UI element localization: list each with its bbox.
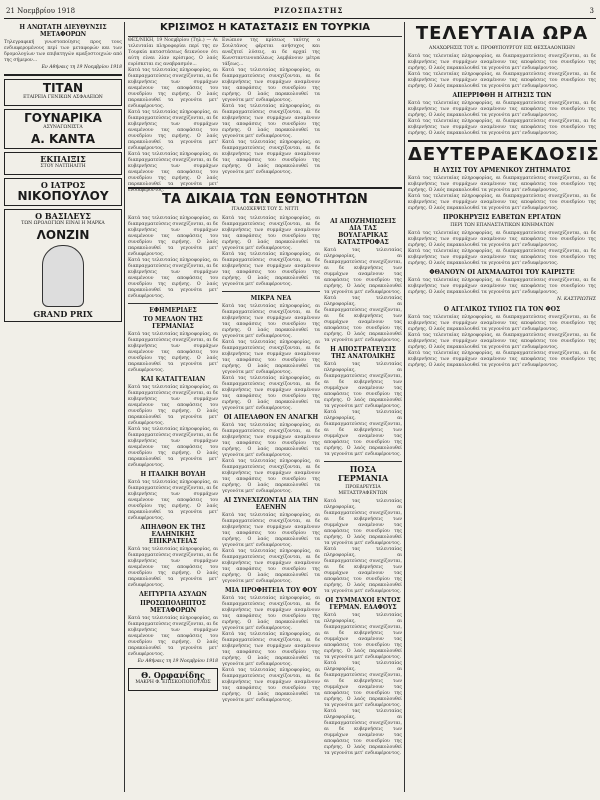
article-heading: ΑΠΗΛΘΟΝ ΕΚ ΤΗΣ ΕΛΛΗΝΙΚΗΣ ΕΠΙΚΡΑΤΕΙΑΣ: [140, 524, 206, 545]
article-subheading: ΠΕΡΙ ΤΩΝ ΕΠΑΝΑΣΤΑΤΙΚΩΝ ΚΙΝΗΜΑΤΩΝ: [450, 223, 554, 228]
article-text: Κατά τας τελευταίας πληροφορίας, αι διαπραγματεύσεις συνεχίζονται, αι δε κυβερνήσεις των συμμάχων αναμένουν τας αποφάσεις του συνεδρίου της ειρήνης. Ο λαός παρακολουθεί τα γεγονότα μετ' ενδιαφέροντος.: [222, 459, 320, 494]
article-text: Κατά τας τελευταίας πληροφορίας, αι διαπραγματεύσεις συνεχίζονται, αι δε κυβερνήσεις των συμμάχων αναμένουν τας αποφάσεις του συνεδρίου της ειρήνης. Ο λαός παρακολουθεί τα γεγονότα μετ' ενδιαφέροντος.: [408, 333, 596, 350]
article-text: Ενώπιον της κρίσεως ταύτης ο Σουλτάνος φέρεται ανήσυχος και αναζητεί λύσεις, αι δε αρχαί της Κωνσταντινουπόλεως λαμβάνουν μέτρα τάξεως...: [222, 38, 320, 67]
section-heading: ΔΕΥΤΕΡΑΕΚΔΟΣΙΣ: [408, 144, 600, 165]
article-text: Κατά τας τελευταίας πληροφορίας, αι διαπραγματεύσεις συνεχίζονται, αι δε κυβερνήσεις των συμμάχων αναμένουν τας αποφάσεις του συνεδρίου της ειρήνης. Ο λαός παρακολουθεί τα γεγονότα μετ' ενδιαφέροντος.: [408, 278, 596, 295]
article-text: Κατά τας τελευταίας πληροφορίας, αι διαπραγματεύσεις συνεχίζονται, αι δε κυβερνήσεις των συμμάχων αναμένουν τας αποφάσεις του συνεδρίου της ειρήνης. Ο λαός παρακολουθεί τα γεγονότα μετ' ενδιαφέροντος.: [222, 596, 320, 631]
article-text: Κατά τας τελευταίας πληροφορίας, αι διαπραγματεύσεις συνεχίζονται, αι δε κυβερνήσεις των συμμάχων αναμένουν τας αποφάσεις του συνεδρίου της ειρήνης. Ο λαός παρακολουθεί τα γεγονότα μετ' ενδιαφέροντος.: [408, 351, 596, 368]
ad-subtitle: ΕΤΑΙΡΕΙΑ ΓΕΝΙΚΩΝ ΑΣΦΑΛΕΙΩΝ: [23, 95, 103, 100]
ad-subtitle: ΜΑΚΡΗ Φ. ΕΠΙΣΚΟΠΟΠΟΥΛΟΣ: [135, 680, 211, 685]
article-text: Κατά τας τελευταίας πληροφορίας, αι διαπραγματεύσεις συνεχίζονται, αι δε κυβερνήσεις των συμμάχων αναμένουν τας αποφάσεις του συνεδρίου της ειρήνης. Ο λαός παρακολουθεί τα γεγονότα μετ' ενδιαφέροντος.: [324, 410, 402, 457]
article-heading: ΛΕΙΤΥΡΓΙΑ ΑΣΥΛΩΝ: [139, 591, 207, 598]
headline-title: ΚΡΙΣΙΜΟΣ Η ΚΑΤΑΣΤΑΣΙΣ ΕΝ ΤΟΥΡΚΙΑ: [159, 22, 371, 33]
article-heading: ΑΙ ΣΥΝΕΧΙΖΟΝΤΑΙ ΔΙΑ ΤΗΝ ΕΛΕΝΗΝ: [223, 497, 319, 511]
article-text: Κατά τας τελευταίας πληροφορίας, αι διαπραγματεύσεις συνεχίζονται, αι δε κυβερνήσεις των συμμάχων αναμένουν τας αποφάσεις του συνεδρίου της ειρήνης. Ο λαός παρακολουθεί τα γεγονότα μετ' ενδιαφέροντος.: [324, 709, 402, 756]
column-left: [4, 22, 122, 792]
article-text: Κατά τας τελευταίας πληροφορίας, αι διαπραγματεύσεις συνεχίζονται, αι δε κυβερνήσεις των συμμάχων αναμένουν τας αποφάσεις του συνεδρίου της ειρήνης. Ο λαός παρακολουθεί τα γεγονότα μετ' ενδιαφέροντος.: [408, 72, 596, 89]
article-text: Κατά τας τελευταίας πληροφορίας, αι διαπραγματεύσεις συνεχίζονται, αι δε κυβερνήσεις των συμμάχων αναμένουν τας αποφάσεις του συνεδρίου της ειρήνης. Ο λαός παρακολουθεί τα γεγονότα μετ' ενδιαφέροντος.: [222, 216, 320, 251]
masthead-title: ΡΙΖΟΣΠΑΣΤΗΣ: [274, 6, 344, 15]
article-heading: Ο ΑΓΓΛΙΚΟΣ ΤΥΠΟΣ ΓΙΑ ΤΟΝ ΦΟΣ: [443, 306, 561, 313]
article-text: Κατά τας τελευταίας πληροφορίας, αι διαπραγματεύσεις συνεχίζονται, αι δε κυβερνήσεις των συμμάχων αναμένουν τας αποφάσεις του συνεδρίου της ειρήνης. Ο λαός παρακολουθεί τα γεγονότα μετ' ενδιαφέροντος.: [408, 54, 596, 71]
article-heading: Η ΛΥΣΙΣ ΤΟΥ ΑΡΜΕΝΙΚΟΥ ΖΗΤΗΜΑΤΟΣ: [433, 167, 571, 174]
advertisement-titan: [4, 79, 122, 106]
ad-title: ΓΟΥΝΑΡΙΚΑ: [24, 111, 102, 125]
article-text: Κατά τας τελευταίας πληροφορίας, αι διαπραγματεύσεις συνεχίζονται, αι δε κυβερνήσεις των συμμάχων αναμένουν τας αποφάσεις του συνεδρίου της ειρήνης. Ο λαός παρακολουθεί τα γεγονότα μετ' ενδιαφέροντος.: [324, 296, 402, 343]
article-text: Κατά τας τελευταίας πληροφορίας, αι διαπραγματεύσεις συνεχίζονται, αι δε κυβερνήσεις των συμμάχων αναμένουν τας αποφάσεις του συνεδρίου της ειρήνης. Ο λαός παρακολουθεί τα γεγονότα μετ' ενδιαφέροντος.: [222, 668, 320, 703]
article-heading: Η ΙΤΑΛΙΚΗ ΒΟΥΛΗ: [140, 471, 206, 478]
column-4: [324, 216, 402, 792]
article-heading: ΟΙ ΣΥΜΜΑΧΟΙ ΕΝΤΟΣ ΓΕΡΜΑΝ. ΕΔΑΦΟΥΣ: [325, 597, 401, 611]
section-heading: ΕΦΗΜΕΡΙΔΕΣ: [149, 307, 197, 314]
masthead-page-number: 3: [589, 7, 594, 15]
ad-brand: ΛΟΝΖΙΝ: [36, 228, 90, 242]
article-signature: Εν Αθήναις τη 19 Νοεμβρίου 1918: [41, 65, 122, 70]
pocket-watch-icon: [42, 245, 84, 307]
advertisement-doctor: [4, 178, 122, 206]
article-text: Κατά τας τελευταίας πληροφορίας, αι διαπραγματεύσεις συνεχίζονται, αι δε κυβερνήσεις των συμμάχων αναμένουν τας αποφάσεις του συνεδρίου της ειρήνης. Ο λαός παρακολουθεί τα γεγονότα μετ' ενδιαφέροντος.: [324, 613, 402, 660]
ad-title: Ο ΙΑΤΡΟΣ: [40, 180, 86, 190]
article-text: Κατά τας τελευταίας πληροφορίας, αι διαπραγματεύσεις συνεχίζονται, αι δε κυβερνήσεις των συμμάχων αναμένουν τας αποφάσεις του συνεδρίου της ειρήνης. Ο λαός παρακολουθεί τα γεγονότα μετ' ενδιαφέροντος.: [128, 616, 218, 657]
article-signature: Εν Αθήναις τη 19 Νοεμβρίου 1918: [137, 659, 218, 664]
article-text: Κατά τας τελευταίας πληροφορίας, αι διαπραγματεύσεις συνεχίζονται, αι δε κυβερνήσεις των συμμάχων αναμένουν τας αποφάσεις του συνεδρίου της ειρήνης. Ο λαός παρακολουθεί τα γεγονότα μετ' ενδιαφέροντος.: [222, 513, 320, 548]
column-2-top: [128, 38, 218, 193]
article-text: Κατά τας τελευταίας πληροφορίας, αι διαπραγματεύσεις συνεχίζονται, αι δε κυβερνήσεις των συμμάχων αναμένουν τας αποφάσεις του συνεδρίου της ειρήνης. Ο λαός παρακολουθεί τα γεγονότα μετ' ενδιαφέροντος.: [128, 152, 218, 193]
masthead-date: 21 Νοεμβρίου 1918: [6, 7, 76, 15]
article-text: Κατά τας τελευταίας πληροφορίας, αι διαπραγματεύσεις συνεχίζονται, αι δε κυβερνήσεις των συμμάχων αναμένουν τας αποφάσεις του συνεδρίου της ειρήνης. Ο λαός παρακολουθεί τα γεγονότα μετ' ενδιαφέροντος.: [408, 231, 596, 248]
article-text: Τηλεγραφική γνωστοποίησις προς τους ενδιαφερομένους περί των μεταφορών και των δρομολογίων των επιβατηγών αμαξοστοιχιών από της σήμερον...: [4, 40, 122, 63]
ad-name: Α. ΚΑΝΤΑ: [30, 132, 96, 146]
article-heading: ΠΡΟΣΩΠΟΛΗΠΤΟΣ ΜΕΤΑΦΟΡΩΝ: [140, 600, 206, 614]
article-heading: ΦΘΑΝΟΥΝ ΟΙ ΑΙΧΜΑΛΩΤΟΙ ΤΟΥ ΚΑΙΡΙΣΤΕ: [429, 269, 575, 276]
article-text: Κατά τας τελευταίας πληροφορίας, αι διαπραγματεύσεις συνεχίζονται, αι δε κυβερνήσεις των συμμάχων αναμένουν τας αποφάσεις του συνεδρίου της ειρήνης. Ο λαός παρακολουθεί τα γεγονότα μετ' ενδιαφέροντος.: [128, 332, 218, 373]
column-2-bottom: [128, 216, 218, 792]
article-heading: Η ΑΝΩΤΑΤΗ ΔΙΕΥΘΥΝΣΙΣ ΜΕΤΑΦΟΡΩΝ: [19, 24, 107, 38]
article-text: Κατά τας τελευταίας πληροφορίας, αι διαπραγματεύσεις συνεχίζονται, αι δε κυβερνήσεις των συμμάχων αναμένουν τας αποφάσεις του συνεδρίου της ειρήνης. Ο λαός παρακολουθεί τα γεγονότα μετ' ενδιαφέροντος.: [408, 315, 596, 332]
column-3-top: [222, 38, 320, 178]
ad-prize: GRAND PRIX: [33, 309, 93, 319]
headline-nationalities: [128, 184, 402, 214]
ad-title: Θ. Ορφανίδης: [141, 670, 205, 680]
article-text: Κατά τας τελευταίας πληροφορίας, αι διαπραγματεύσεις συνεχίζονται, αι δε κυβερνήσεις των συμμάχων αναμένουν τας αποφάσεις του συνεδρίου της ειρήνης. Ο λαός παρακολουθεί τα γεγονότα μετ' ενδιαφέροντος.: [324, 362, 402, 409]
section-heading: ΜΙΚΡΑ ΝΕΑ: [250, 295, 292, 302]
article-text: Κατά τας τελευταίας πληροφορίας, αι διαπραγματεύσεις συνεχίζονται, αι δε κυβερνήσεις των συμμάχων αναμένουν τας αποφάσεις του συνεδρίου της ειρήνης. Ο λαός παρακολουθεί τα γεγονότα μετ' ενδιαφέροντος.: [128, 110, 218, 151]
article-text: Κατά τας τελευταίας πληροφορίας, αι διαπραγματεύσεις συνεχίζονται, αι δε κυβερνήσεις των συμμάχων αναμένουν τας αποφάσεις του συνεδρίου της ειρήνης. Ο λαός παρακολουθεί τα γεγονότα μετ' ενδιαφέροντος.: [324, 499, 402, 546]
article-heading: ΑΙ ΑΠΟΖΗΜΙΩΣΕΙΣ ΔΙΑ ΤΑΣ ΒΟΥΛΓΑΡΙΚΑΣ ΚΑΤΑΣΤΡΟΦΑΣ: [330, 218, 396, 246]
section-heading: ΤΕΛΕΥΤΑΙΑ ΩΡΑ: [415, 23, 589, 44]
article-text: Κατά τας τελευταίας πληροφορίας, αι διαπραγματεύσεις συνεχίζονται, αι δε κυβερνήσεις των συμμάχων αναμένουν τας αποφάσεις του συνεδρίου της ειρήνης. Ο λαός παρακολουθεί τα γεγονότα μετ' ενδιαφέροντος.: [128, 547, 218, 588]
column-rule: [124, 22, 125, 792]
article-text: Κατά τας τελευταίας πληροφορίας, αι διαπραγματεύσεις συνεχίζονται, αι δε κυβερνήσεις των συμμάχων αναμένουν τας αποφάσεις του συνεδρίου της ειρήνης. Ο λαός παρακολουθεί τα γεγονότα μετ' ενδιαφέροντος.: [408, 249, 596, 266]
article-text: Κατά τας τελευταίας πληροφορίας, αι διαπραγματεύσεις συνεχίζονται, αι δε κυβερνήσεις των συμμάχων αναμένουν τας αποφάσεις του συνεδρίου της ειρήνης. Ο λαός παρακολουθεί τα γεγονότα μετ' ενδιαφέροντος.: [222, 68, 320, 103]
article-text: Κατά τας τελευταίας πληροφορίας, αι διαπραγματεύσεις συνεχίζονται, αι δε κυβερνήσεις των συμμάχων αναμένουν τας αποφάσεις του συνεδρίου της ειρήνης. Ο λαός παρακολουθεί τα γεγονότα μετ' ενδιαφέροντος.: [128, 258, 218, 299]
newspaper-page: [4, 4, 600, 796]
article-heading: ΤΟ ΜΕΛΛΟΝ ΤΗΣ ΓΕΡΜΑΝΙΑΣ: [143, 316, 203, 330]
article-text: Κατά τας τελευταίας πληροφορίας, αι διαπραγματεύσεις συνεχίζονται, αι δε κυβερνήσεις των συμμάχων αναμένουν τας αποφάσεις του συνεδρίου της ειρήνης. Ο λαός παρακολουθεί τα γεγονότα μετ' ενδιαφέροντος.: [222, 549, 320, 584]
article-text: Κατά τας τελευταίας πληροφορίας, αι διαπραγματεύσεις συνεχίζονται, αι δε κυβερνήσεις των συμμάχων αναμένουν τας αποφάσεις του συνεδρίου της ειρήνης. Ο λαός παρακολουθεί τα γεγονότα μετ' ενδιαφέροντος.: [324, 661, 402, 708]
ad-title: ΤΙΤΑΝ: [42, 81, 84, 95]
section-subheading: ΑΝΑΧΩΡΗΣΙΣ ΤΟΥ κ. ΠΡΟΘΥΠΟΥΡΓΟΥ ΕΙΣ ΘΕΣΣΑΛΟΝΙΚΗΝ: [429, 46, 575, 51]
advertisement-watch: [4, 209, 122, 322]
ad-name: ΝΙΚΟΠΟΥΛΟΥ: [17, 189, 109, 203]
article-text: Κατά τας τελευταίας πληροφορίας, αι διαπραγματεύσεις συνεχίζονται, αι δε κυβερνήσεις των συμμάχων αναμένουν τας αποφάσεις του συνεδρίου της ειρήνης. Ο λαός παρακολουθεί τα γεγονότα μετ' ενδιαφέροντος.: [324, 547, 402, 594]
article-text: Κατά τας τελευταίας πληροφορίας, αι διαπραγματεύσεις συνεχίζονται, αι δε κυβερνήσεις των συμμάχων αναμένουν τας αποφάσεις του συνεδρίου της ειρήνης. Ο λαός παρακολουθεί τα γεγονότα μετ' ενδιαφέροντος.: [324, 248, 402, 295]
article-text: Κατά τας τελευταίας πληροφορίας, αι διαπραγματεύσεις συνεχίζονται, αι δε κυβερνήσεις των συμμάχων αναμένουν τας αποφάσεις του συνεδρίου της ειρήνης. Ο λαός παρακολουθεί τα γεγονότα μετ' ενδιαφέροντος.: [222, 104, 320, 139]
headline-byline: ΙΤΑΛΟΣΚΕΨΙΣ ΤΟΥ Σ. ΝΙΤΤΙ: [231, 207, 299, 212]
article-text: Κατά τας τελευταίας πληροφορίας, αι διαπραγματεύσεις συνεχίζονται, αι δε κυβερνήσεις των συμμάχων αναμένουν τας αποφάσεις του συνεδρίου της ειρήνης. Ο λαός παρακολουθεί τα γεγονότα μετ' ενδιαφέροντος.: [408, 119, 596, 136]
ad-subtitle: ΤΩΝ ΩΡΟΛΟΓΙΩΝ ΕΙΝΑΙ Η ΜΑΡΚΑ: [21, 221, 105, 226]
article-text: Κατά τας τελευταίας πληροφορίας, αι διαπραγματεύσεις συνεχίζονται, αι δε κυβερνήσεις των συμμάχων αναμένουν τας αποφάσεις του συνεδρίου της ειρήνης. Ο λαός παρακολουθεί τα γεγονότα μετ' ενδιαφέροντος.: [128, 427, 218, 468]
column-3-bottom: [222, 216, 320, 792]
article-heading: ΜΙΑ ΠΡΟΦΗΤΕΙΑ ΤΟΥ ΦΟΥ: [225, 587, 317, 594]
article-subheading: ΠΡΟΕΔΡΕΥΣΙΑ ΜΕΤΑΣΤΡΑΦΕΝΤΩΝ: [338, 485, 388, 496]
article-text: ΘΕΣ/ΝΙΚΗ, 19 Νοεμβρίου (Τηλ.) — Αι τελευταίαι πληροφορίαι περί της εν Τουρκία καταστάσεως δεικνύουν ότι αύτη είναι λίαν κρίσιμος. Ο λαός ευρίσκεται εις αναβρασμόν...: [128, 38, 218, 67]
article-heading: Η ΑΠΟΣΤΡΑΤΕΥΣΙΣ ΤΗΣ ΑΝΑΤΟΛΙΚΗΣ: [330, 346, 396, 360]
headline-title: ΤΑ ΔΙΚΑΙΑ ΤΩΝ ΕΘΝΟΤΗΤΩΝ: [162, 192, 368, 207]
article-heading: ΠΟΣΑ ΓΕΡΜΑΝΙΑ: [337, 464, 389, 483]
column-right: [408, 22, 600, 792]
column-rule: [404, 22, 405, 792]
article-heading: ΟΙ ΑΠΕΛΑΘΟΝ ΕΝ ΑΝΑΓΚΗ: [223, 414, 319, 421]
advertisement-entertainment: [4, 152, 122, 175]
article-heading: ΑΠΕΡΡΙΦΘΗ Η ΑΙΤΗΣΙΣ ΤΩΝ: [452, 92, 552, 99]
article-heading: ΠΡΟΚΗΡΥΞΙΣ ΕΛΒΕΤΩΝ ΕΡΓΑΤΩΝ: [443, 214, 561, 221]
article-text: Κατά τας τελευταίας πληροφορίας, αι διαπραγματεύσεις συνεχίζονται, αι δε κυβερνήσεις των συμμάχων αναμένουν τας αποφάσεις του συνεδρίου της ειρήνης. Ο λαός παρακολουθεί τα γεγονότα μετ' ενδιαφέροντος.: [222, 140, 320, 175]
ad-subtitle: ΑΣΥΝΑΓΩΝΙΣΤΑ: [43, 125, 83, 130]
article-text: Κατά τας τελευταίας πληροφορίας, αι διαπραγματεύσεις συνεχίζονται, αι δε κυβερνήσεις των συμμάχων αναμένουν τας αποφάσεις του συνεδρίου της ειρήνης. Ο λαός παρακολουθεί τα γεγονότα μετ' ενδιαφέροντος.: [408, 194, 596, 211]
masthead: [4, 4, 596, 19]
article-text: Κατά τας τελευταίας πληροφορίας, αι διαπραγματεύσεις συνεχίζονται, αι δε κυβερνήσεις των συμμάχων αναμένουν τας αποφάσεις του συνεδρίου της ειρήνης. Ο λαός παρακολουθεί τα γεγονότα μετ' ενδιαφέροντος.: [222, 632, 320, 667]
ad-subtitle: ΣΤΟΥ ΝΑΤΠΗΛΙΤΗ: [40, 164, 86, 169]
article-text: Κατά τας τελευταίας πληροφορίας, αι διαπραγματεύσεις συνεχίζονται, αι δε κυβερνήσεις των συμμάχων αναμένουν τας αποφάσεις του συνεδρίου της ειρήνης. Ο λαός παρακολουθεί τα γεγονότα μετ' ενδιαφέροντος.: [222, 340, 320, 375]
ad-title: Ο ΒΑΣΙΛΕΥΣ: [35, 211, 91, 221]
article-text: Κατά τας τελευταίας πληροφορίας, αι διαπραγματεύσεις συνεχίζονται, αι δε κυβερνήσεις των συμμάχων αναμένουν τας αποφάσεις του συνεδρίου της ειρήνης. Ο λαός παρακολουθεί τα γεγονότα μετ' ενδιαφέροντος.: [222, 423, 320, 458]
article-text: Κατά τας τελευταίας πληροφορίας, αι διαπραγματεύσεις συνεχίζονται, αι δε κυβερνήσεις των συμμάχων αναμένουν τας αποφάσεις του συνεδρίου της ειρήνης. Ο λαός παρακολουθεί τα γεγονότα μετ' ενδιαφέροντος.: [128, 68, 218, 109]
article-text: Κατά τας τελευταίας πληροφορίας, αι διαπραγματεύσεις συνεχίζονται, αι δε κυβερνήσεις των συμμάχων αναμένουν τας αποφάσεις του συνεδρίου της ειρήνης. Ο λαός παρακολουθεί τα γεγονότα μετ' ενδιαφέροντος.: [128, 385, 218, 426]
ad-title: ΕΚΠΑΙΞΙΣ: [40, 154, 86, 164]
article-signature: Ν. ΚΑΣΤΡΙΩΤΗΣ: [556, 297, 596, 302]
article-text: Κατά τας τελευταίας πληροφορίας, αι διαπραγματεύσεις συνεχίζονται, αι δε κυβερνήσεις των συμμάχων αναμένουν τας αποφάσεις του συνεδρίου της ειρήνης. Ο λαός παρακολουθεί τα γεγονότα μετ' ενδιαφέροντος.: [128, 216, 218, 257]
advertisement-store: [128, 668, 218, 691]
article-text: Κατά τας τελευταίας πληροφορίας, αι διαπραγματεύσεις συνεχίζονται, αι δε κυβερνήσεις των συμμάχων αναμένουν τας αποφάσεις του συνεδρίου της ειρήνης. Ο λαός παρακολουθεί τα γεγονότα μετ' ενδιαφέροντος.: [222, 252, 320, 287]
article-text: Κατά τας τελευταίας πληροφορίας, αι διαπραγματεύσεις συνεχίζονται, αι δε κυβερνήσεις των συμμάχων αναμένουν τας αποφάσεις του συνεδρίου της ειρήνης. Ο λαός παρακολουθεί τα γεγονότα μετ' ενδιαφέροντος.: [408, 101, 596, 118]
article-text: Κατά τας τελευταίας πληροφορίας, αι διαπραγματεύσεις συνεχίζονται, αι δε κυβερνήσεις των συμμάχων αναμένουν τας αποφάσεις του συνεδρίου της ειρήνης. Ο λαός παρακολουθεί τα γεγονότα μετ' ενδιαφέροντος.: [222, 376, 320, 411]
article-text: Κατά τας τελευταίας πληροφορίας, αι διαπραγματεύσεις συνεχίζονται, αι δε κυβερνήσεις των συμμάχων αναμένουν τας αποφάσεις του συνεδρίου της ειρήνης. Ο λαός παρακολουθεί τα γεγονότα μετ' ενδιαφέροντος.: [128, 480, 218, 521]
article-text: Κατά τας τελευταίας πληροφορίας, αι διαπραγματεύσεις συνεχίζονται, αι δε κυβερνήσεις των συμμάχων αναμένουν τας αποφάσεις του συνεδρίου της ειρήνης. Ο λαός παρακολουθεί τα γεγονότα μετ' ενδιαφέροντος.: [222, 304, 320, 339]
article-text: Κατά τας τελευταίας πληροφορίας, αι διαπραγματεύσεις συνεχίζονται, αι δε κυβερνήσεις των συμμάχων αναμένουν τας αποφάσεις του συνεδρίου της ειρήνης. Ο λαός παρακολουθεί τα γεγονότα μετ' ενδιαφέροντος.: [408, 176, 596, 193]
article-heading: ΚΑΙ ΚΑΤΑΓΓΕΛΙΑΝ: [140, 376, 206, 383]
advertisement-furs: [4, 109, 122, 149]
